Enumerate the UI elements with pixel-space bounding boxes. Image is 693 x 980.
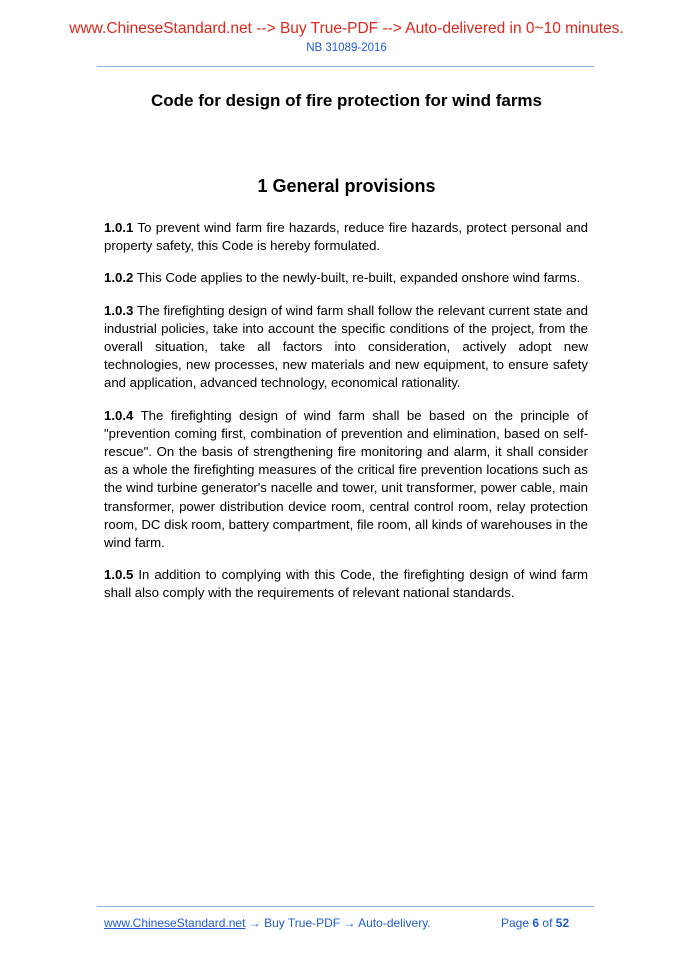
delivery-text: Auto-delivery. (358, 916, 431, 930)
arrow-icon: → (343, 916, 356, 930)
page-label: Page (501, 916, 530, 930)
of-label: of (542, 916, 553, 930)
buy-text: Buy True-PDF (264, 916, 341, 930)
clause-number: 1.0.5 (104, 567, 134, 583)
section-title: 1 General provisions (257, 176, 436, 196)
footer-links (104, 916, 431, 930)
clause-text: This Code applies to the newly-built, re-built, expanded onshore wind farms. (136, 270, 581, 286)
clause-number: 1.0.1 (104, 220, 134, 235)
clause-number: 1.0.2 (104, 270, 134, 286)
page-indicator (501, 916, 569, 930)
clause-text: To prevent wind farm fire hazards, reduce fire hazards, protect personal and property safety, this Code is hereby formulated. (104, 220, 588, 254)
section-body (104, 219, 588, 617)
page-total: 52 (555, 916, 570, 930)
clause-text: The firefighting design of wind farm shall follow the relevant current state and industrial policies, take into account the specific conditions of the project, from the overall situation, take all factors into consideration, actively adopt new technologies, new processes, new materials and new equipment, to ensure safety and application, advanced technology, economical rationality. (104, 302, 588, 391)
clause (104, 269, 588, 287)
clause-text: The firefighting design of wind farm shall be based on the principle of "prevention coming first, combination of prevention and elimination, based on self-rescue". On the basis of strengthening fire monitoring and alarm, it shall consider as a whole the firefighting measures of the critical fire prevention locations such as the wind turbine generator's nacelle and tower, unit transformer, power cable, main transformer, power distribution device room, central control room, relay protection room, DC disk room, battery compartment, file room, all kinds of warehouses in the wind farm. (104, 407, 588, 551)
clause (104, 219, 588, 255)
document-title: Code for design of fire protection for wind farms (150, 91, 543, 110)
clause-text: In addition to complying with this Code, the firefighting design of wind farm shall also comply with the requirements of relevant national standards. (104, 567, 588, 601)
footer-divider (97, 906, 594, 907)
website-link[interactable]: www.ChineseStandard.net (104, 916, 246, 930)
arrow-icon: → (248, 916, 261, 930)
clause (104, 302, 588, 393)
header-divider (97, 66, 594, 67)
standard-number: NB 31089-2016 (306, 42, 387, 54)
page-current: 6 (532, 916, 540, 930)
clause (104, 566, 588, 602)
clause (104, 407, 588, 553)
promo-banner: www.ChineseStandard.net --> Buy True-PDF --> Auto-delivered in 0~10 minutes. (69, 20, 624, 37)
clause-number: 1.0.4 (104, 407, 134, 423)
clause-number: 1.0.3 (104, 302, 134, 318)
